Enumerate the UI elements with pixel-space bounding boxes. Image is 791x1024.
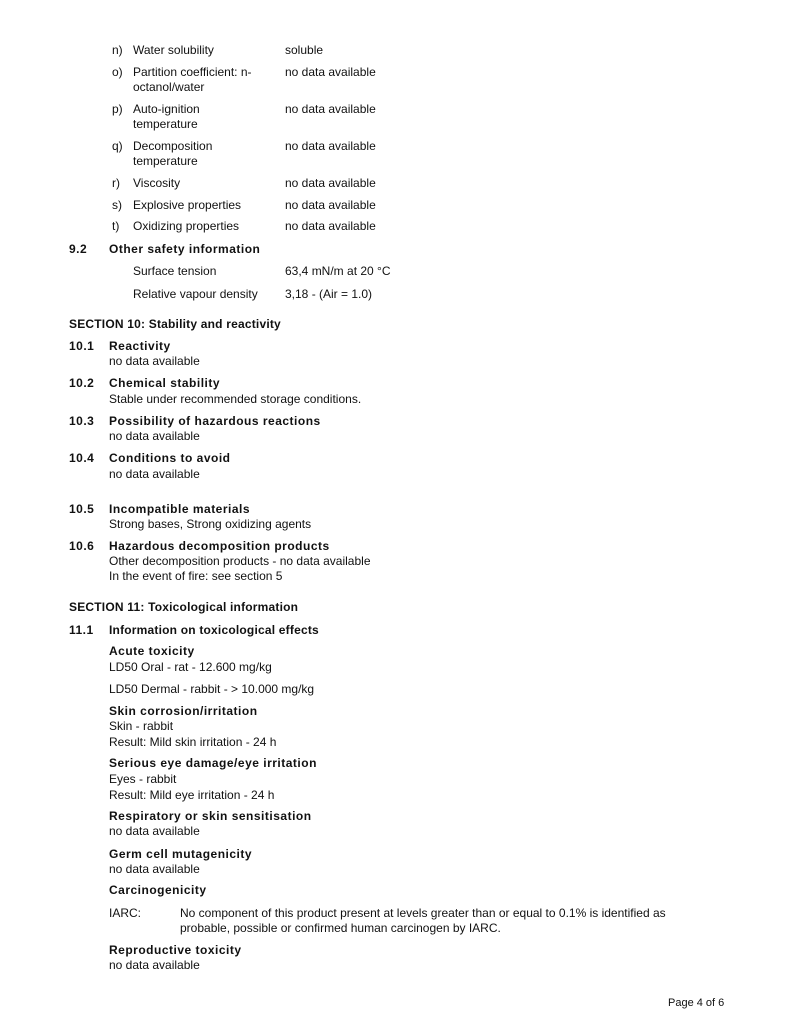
prop-name: Water solubility	[133, 43, 214, 57]
prop-letter: o)	[112, 65, 123, 79]
section-text: no data available	[109, 824, 200, 838]
prop-name: Surface tension	[133, 264, 217, 278]
prop-value: no data available	[285, 65, 376, 79]
subheading: Acute toxicity	[109, 644, 195, 658]
prop-name: temperature	[133, 117, 198, 131]
section-text: Strong bases, Strong oxidizing agents	[109, 517, 312, 531]
section-title: SECTION 10: Stability and reactivity	[69, 317, 281, 331]
section-number: 11.1	[69, 623, 94, 637]
prop-letter: q)	[112, 139, 123, 153]
prop-name: Explosive properties	[133, 198, 242, 212]
section-heading: Other safety information	[109, 242, 261, 256]
section-heading: Hazardous decomposition products	[109, 539, 330, 553]
prop-value: no data available	[285, 176, 376, 190]
section-number: 10.2	[69, 376, 95, 390]
prop-name: Partition coefficient: n-	[133, 65, 252, 79]
prop-name: octanol/water	[133, 80, 205, 94]
section-text: Other decomposition products - no data available	[109, 554, 371, 568]
prop-name: Auto-ignition	[133, 102, 200, 116]
section-text: no data available	[109, 862, 200, 876]
section-text: Stable under recommended storage conditions.	[109, 392, 362, 406]
section-number: 10.5	[69, 502, 95, 516]
prop-value: no data available	[285, 198, 376, 212]
prop-value: no data available	[285, 139, 376, 153]
section-heading: Possibility of hazardous reactions	[109, 414, 321, 428]
section-number: 10.4	[69, 451, 95, 465]
section-text: no data available	[109, 958, 200, 972]
section-text: no data available	[109, 467, 200, 481]
section-number: 10.1	[69, 339, 95, 353]
prop-name: Relative vapour density	[133, 287, 258, 301]
section-text: Result: Mild eye irritation - 24 h	[109, 788, 275, 802]
section-number: 9.2	[69, 242, 88, 256]
section-text: Skin - rabbit	[109, 719, 174, 733]
section-text: Eyes - rabbit	[109, 772, 177, 786]
section-heading: Reactivity	[109, 339, 171, 353]
section-text: In the event of fire: see section 5	[109, 569, 283, 583]
section-heading: Chemical stability	[109, 376, 221, 390]
subheading: Skin corrosion/irritation	[109, 704, 258, 718]
section-number: 10.3	[69, 414, 95, 428]
section-heading: Conditions to avoid	[109, 451, 231, 465]
section-text: LD50 Dermal - rabbit - > 10.000 mg/kg	[109, 682, 315, 696]
prop-value: no data available	[285, 219, 376, 233]
prop-letter: t)	[112, 219, 120, 233]
section-text: Result: Mild skin irritation - 24 h	[109, 735, 277, 749]
section-text: no data available	[109, 354, 200, 368]
subheading: Serious eye damage/eye irritation	[109, 756, 317, 770]
prop-value: 3,18 - (Air = 1.0)	[285, 287, 373, 301]
section-title: SECTION 11: Toxicological information	[69, 600, 299, 614]
subheading: Carcinogenicity	[109, 883, 207, 897]
section-text: LD50 Oral - rat - 12.600 mg/kg	[109, 660, 272, 674]
section-heading: Information on toxicological effects	[109, 623, 319, 637]
prop-value: soluble	[285, 43, 324, 57]
iarc-label: IARC:	[109, 906, 142, 920]
subheading: Germ cell mutagenicity	[109, 847, 253, 861]
prop-name: Decomposition	[133, 139, 213, 153]
subheading: Reproductive toxicity	[109, 943, 242, 957]
prop-letter: r)	[112, 176, 120, 190]
section-number: 10.6	[69, 539, 95, 553]
prop-name: Oxidizing properties	[133, 219, 240, 233]
prop-letter: n)	[112, 43, 123, 57]
section-text: probable, possible or confirmed human carcinogen by IARC.	[180, 921, 501, 935]
prop-name: temperature	[133, 154, 198, 168]
prop-letter: s)	[112, 198, 122, 212]
section-text: No component of this product present at levels greater than or equal to 0.1% is identified as	[180, 906, 666, 920]
subheading: Respiratory or skin sensitisation	[109, 809, 312, 823]
section-text: no data available	[109, 429, 200, 443]
prop-name: Viscosity	[133, 176, 181, 190]
prop-letter: p)	[112, 102, 123, 116]
prop-value: 63,4 mN/m at 20 °C	[285, 264, 391, 278]
page-number: Page 4 of 6	[668, 997, 725, 1009]
section-heading: Incompatible materials	[109, 502, 251, 516]
prop-value: no data available	[285, 102, 376, 116]
